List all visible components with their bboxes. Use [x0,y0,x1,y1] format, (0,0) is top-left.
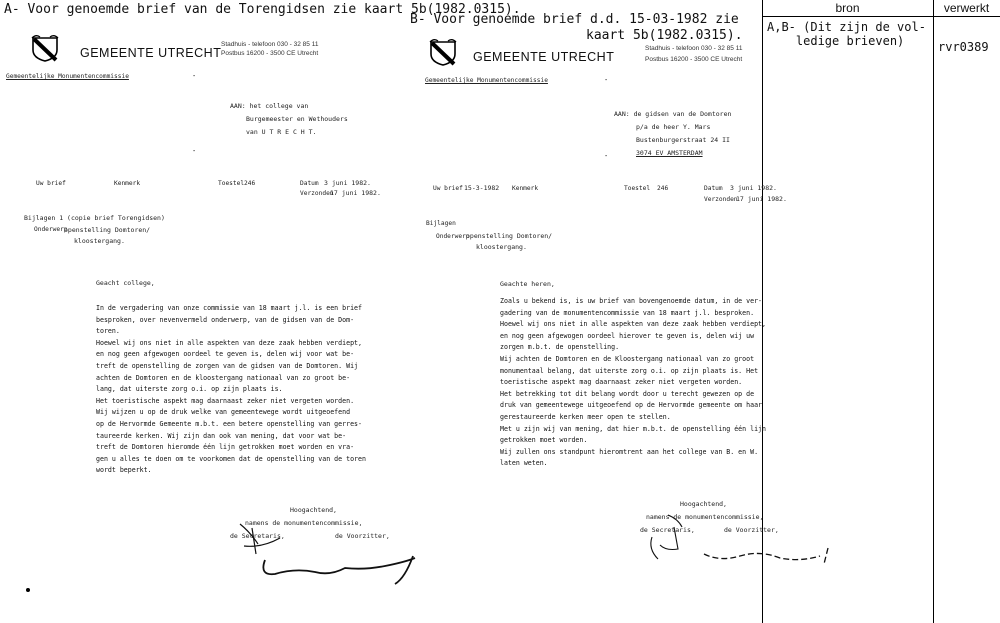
body-line: besproken, over nevenvermeld onderwerp, van de gidsen van de Dom- [96,315,355,324]
column-divider-right [933,0,934,623]
body-line: en nog geen afgewogen oordeel te geven is, delen wij voor wat be- [96,350,355,359]
fold-mark: - [192,72,197,80]
body-line: taureerde kerken. Wij zijn dan ook van mening, dat voor wat be- [96,431,347,440]
address-line1: Stadhuis - telefoon 030 - 32 85 11 [221,41,319,48]
body-line: Hoewel wij ons niet in alle aspekten van deze zaak hebben verdiept, [96,338,362,347]
recipient-line2: p/a de heer Y. Mars [636,123,711,131]
closing-voorzitter: de Voorzitter, [724,526,779,534]
fold-mark: - [604,76,609,84]
fold-mark: - [604,152,609,160]
signature-voorzitter-icon [255,548,425,588]
body-line: achten de Domtoren en de kloostergang nationaal van zo groot be- [96,373,351,382]
utrecht-coat-of-arms-icon [428,38,458,66]
onderwerp-line2: kloostergang. [476,243,527,251]
body-line: gen u alles te doen om te voorkomen dat de openstelling van de toren [96,454,366,463]
body-line: laten weten. [500,459,548,468]
recipient-line4: 3074 EV AMSTERDAM [636,149,703,157]
onderwerp-line1: openstelling Domtoren/ [466,232,553,240]
body-line: treft de Domtoren hieromde één lijn getrokken moet worden en vra- [96,443,355,452]
body-line: treft de openstelling de zorgen van de gidsen van de Domtoren. Wij [96,361,359,370]
salutation: Geacht college, [96,279,155,287]
meta-uw-brief-value: 15-3-1982 [464,184,500,192]
body-line: Wij zullen ons standpunt hieromtrent aan het college van B. en W. [500,447,759,456]
recipient-line2: Burgemeester en Wethouders [246,115,348,123]
fold-mark: - [192,147,197,155]
onderwerp-line1: openstelling Domtoren/ [64,226,151,234]
body-line: Het betrekking tot dit belang wordt door u terecht gewezen op de [500,389,755,398]
body-line: Met u zijn wij van mening, dat hier m.b.t. de openstelling één lijn [500,424,766,433]
address-line2: Postbus 16200 - 3500 CE Utrecht [645,56,743,63]
meta-toestel-label: Toestel [218,180,245,187]
recipient-line1: AAN: de gidsen van de Domtoren [614,110,732,118]
department: Gemeentelijke Monumentencommissie [6,73,129,80]
meta-kenmerk: Kenmerk [114,180,141,187]
meta-kenmerk: Kenmerk [512,185,539,192]
header-b-title-line2: kaart 5b(1982.0315). [586,28,743,43]
meta-toestel-value: 246 [244,180,256,187]
recipient-line3: van U T R E C H T. [246,128,317,136]
org-name: GEMEENTE UTRECHT [80,46,222,60]
body-line: Wij wijzen u op de druk welke van gemeentewege wordt uitgeoefend [96,408,351,417]
body-line: Wij achten de Domtoren en de Kloostergang nationaal van zo groot [500,354,755,363]
header-b-title-line1: B- Voor genoemde brief d.d. 15-03-1982 zie [410,12,739,27]
department: Gemeentelijke Monumentencommissie [425,77,548,84]
signature-voorzitter-icon [700,540,850,570]
meta-uw-brief-label: Uw brief [433,185,463,192]
onderwerp-label: Onderwerp [436,233,470,240]
punch-mark [26,588,30,592]
meta-verzonden-label: Verzonden [300,190,334,197]
meta-datum-label: Datum [704,185,723,192]
meta-toestel-label: Toestel [624,185,651,192]
body-line: Hoewel wij ons niet in alle aspekten van deze zaak hebben verdiept, [500,320,766,329]
letter-body [96,303,366,477]
meta-datum-value: 3 juni 1982. [730,184,777,192]
signature-secretaris-icon [638,505,708,565]
body-line: wordt beperkt. [96,466,152,475]
closing-line1: Hoogachtend, [680,500,727,508]
org-name: GEMEENTE UTRECHT [473,50,615,64]
closing-line2: namens de monumentencommissie, [245,519,363,527]
body-line: gerestaureerde kerken meer open te stellen. [500,412,671,421]
utrecht-coat-of-arms-icon [30,34,60,62]
meta-verzonden-value: 17 juni 1982. [330,189,381,197]
recipient-line1: AAN: het college van [230,102,309,110]
verwerkt-column-header: verwerkt [943,1,990,15]
meta-verzonden-label: Verzonden [704,196,738,203]
closing-line1: Hoogachtend, [290,506,337,514]
meta-toestel-value: 246 [657,185,669,192]
bron-value: A,B- (Dit zijn de vol- ledige brieven) [767,20,926,48]
salutation: Geachte heren, [500,280,555,288]
meta-verzonden-value: 17 juni 1982. [736,195,787,203]
body-line: monumentaal belang, dat uiterste zorg o.i. op zijn plaats is. Het [500,366,759,375]
body-line: getrokken moet worden. [500,436,588,445]
body-line: Zoals u bekend is, is uw brief van bovengenoemde datum, in de ver- [500,297,763,305]
body-line: gadering van de monumentencommissie van 18 maart j.l. besproken. [500,308,755,317]
header-a-title: A- Voor genoemde brief van de Torengidsen zie kaart 5b(1982.0315). [4,2,521,17]
closing-voorzitter: de Voorzitter, [335,532,390,540]
onderwerp-line2: kloostergang. [74,237,125,245]
body-line: en nog geen afgewogen oordeel hierover te geven is, delen wij uw [500,331,755,340]
address-line2: Postbus 16200 - 3500 CE Utrecht [221,50,319,57]
closing-secretaris: de Secretaris, [640,526,695,534]
bron-column-header: bron [835,1,860,15]
letter-body [500,296,766,470]
meta-uw-brief: Uw brief [36,180,66,187]
verwerkt-value: rvr0389 [938,40,989,54]
body-line: op de Hervormde Gemeente m.b.t. een betere openstelling van gerres- [96,419,362,428]
address-line1: Stadhuis - telefoon 030 - 32 85 11 [645,45,743,52]
body-line: zorgen m.b.t. de openstelling. [500,343,620,352]
body-line: lang, dat uiterste zorg o.i. op zijn plaats is. [96,385,283,394]
body-line: druk van gemeentewege uitgeoefend op de Hervormde gemeente om haar [500,401,763,410]
closing-secretaris: de Secretaris, [230,532,285,540]
closing-line2: namens de monumentencommissie, [646,513,764,521]
recipient-line3: Bustenburgerstraat 24 II [636,136,730,144]
body-line: Het toeristische aspekt mag daarnaast zeker niet vergeten worden. [96,396,355,405]
meta-datum-label: Datum [300,180,319,187]
body-line: In de vergadering van onze commissie van 18 maart j.l. is een brief [96,304,362,312]
bijlagen: Bijlagen 1 (copie brief Torengidsen) [24,214,165,222]
body-line: toren. [96,327,120,336]
onderwerp-label: Onderwerp [34,226,68,233]
body-line: toeristische aspekt mag daarnaast zeker niet vergeten worden. [500,378,743,387]
column-header-rule [762,16,1000,17]
meta-datum-value: 3 juni 1982. [324,179,371,187]
bijlagen: Bijlagen [426,220,456,227]
